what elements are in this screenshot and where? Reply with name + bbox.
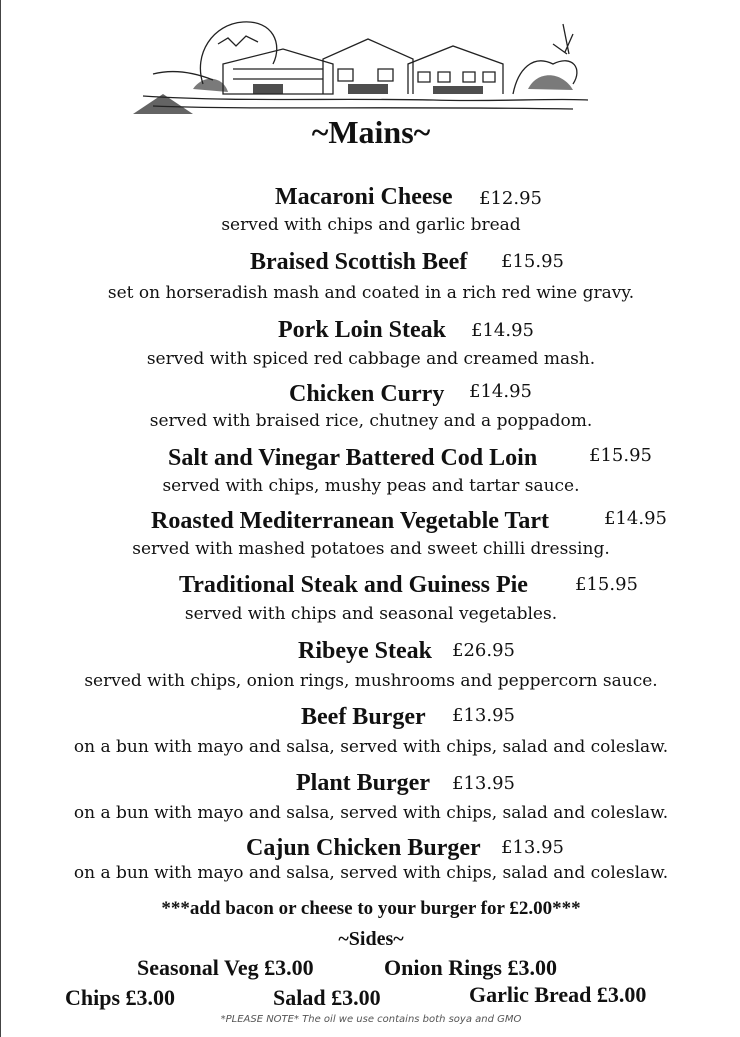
burger-addon-note: ***add bacon or cheese to your burger for £2.00*** — [161, 898, 581, 919]
dish-price: £12.95 — [479, 188, 542, 209]
side-item: Garlic Bread £3.00 — [469, 982, 647, 1007]
dish-description: served with braised rice, chutney and a poppadom. — [149, 411, 593, 431]
dish-price: £26.95 — [452, 640, 515, 661]
dish-price: £13.95 — [501, 837, 564, 858]
dish-name: Roasted Mediterranean Vegetable Tart — [151, 508, 549, 534]
dish-name: Chicken Curry — [289, 381, 445, 407]
side-item: Onion Rings £3.00 — [384, 955, 557, 980]
side-item: Chips £3.00 — [65, 985, 176, 1010]
dish-price: £14.95 — [471, 320, 534, 341]
dish-description: served with chips and seasonal vegetables. — [184, 604, 558, 624]
dish-description: served with chips, mushy peas and tartar sauce. — [162, 476, 580, 496]
dish-name: Braised Scottish Beef — [250, 249, 468, 275]
dish-price: £14.95 — [604, 508, 667, 529]
dish-price: £13.95 — [452, 705, 515, 726]
dish-description: set on horseradish mash and coated in a rich red wine gravy. — [107, 283, 635, 303]
dish-description: on a bun with mayo and salsa, served with chips, salad and coleslaw. — [73, 737, 669, 757]
dish-name: Ribeye Steak — [298, 638, 432, 664]
dish-description: served with spiced red cabbage and creamed mash. — [146, 349, 596, 369]
dish-price: £15.95 — [501, 251, 564, 272]
side-item: Seasonal Veg £3.00 — [137, 955, 314, 980]
dish-price: £15.95 — [575, 574, 638, 595]
oil-notice: *PLEASE NOTE* The oil we use contains both soya and GMO — [220, 1014, 522, 1025]
mains-title: ~Mains~ — [311, 114, 431, 150]
side-item: Salad £3.00 — [273, 985, 381, 1010]
dish-description: on a bun with mayo and salsa, served with chips, salad and coleslaw. — [73, 863, 669, 883]
dish-name: Beef Burger — [301, 704, 426, 730]
dish-name: Pork Loin Steak — [278, 317, 447, 343]
dish-description: served with mashed potatoes and sweet chilli dressing. — [132, 539, 610, 559]
dish-price: £15.95 — [589, 445, 652, 466]
dish-name: Plant Burger — [296, 770, 430, 796]
dish-description: on a bun with mayo and salsa, served with chips, salad and coleslaw. — [73, 803, 669, 823]
dish-name: Macaroni Cheese — [275, 184, 453, 210]
dish-price: £14.95 — [469, 381, 532, 402]
dish-description: served with chips, onion rings, mushrooms and peppercorn sauce. — [84, 671, 658, 691]
dish-name: Traditional Steak and Guiness Pie — [179, 572, 528, 598]
dish-name: Cajun Chicken Burger — [246, 835, 481, 861]
dish-name: Salt and Vinegar Battered Cod Loin — [168, 445, 538, 471]
dish-description: served with chips and garlic bread — [221, 215, 521, 235]
dish-price: £13.95 — [452, 773, 515, 794]
sides-title: ~Sides~ — [338, 928, 404, 950]
inn-sketch-illustration — [133, 14, 593, 114]
